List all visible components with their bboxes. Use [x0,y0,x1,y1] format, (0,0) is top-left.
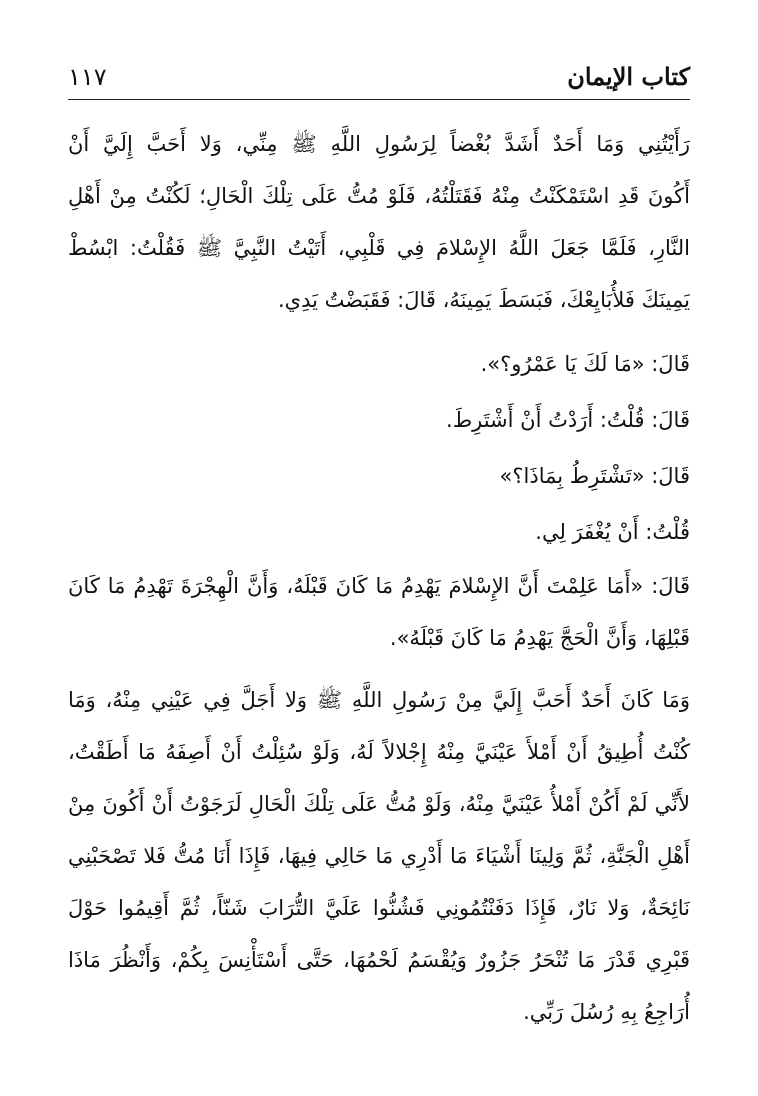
chapter-title: كتاب الإيمان [567,62,690,91]
text-line: أَهْلِ الْجَنَّةِ، ثُمَّ وَلِينَا أَشْيَاءَ مَا أَدْرِي مَا حَالِي فِيهَا، فَإِذَا أَنَا مُتُّ فَلا تَصْحَبْنِي [68,844,690,868]
page-body [68,118,690,1038]
dialogue-line-2 [68,392,690,448]
text-line: يَمِينَكَ فَلأُبَايِعْكَ، فَبَسَطَ يَمِينَهُ، قَالَ: فَقَبَضْتُ يَدِي. [278,288,690,312]
text-line: قُلْتُ: أَنْ يُغْفَرَ لِي. [535,520,690,544]
paragraph-3 [68,674,690,1038]
text-line: لأَنِّي لَمْ أَكُنْ أَمْلأُ عَيْنَيَّ مِنْهُ، وَلَوْ مُتُّ عَلَى تِلْكَ الْحَالِ لَرَجَوْتُ أَنْ أَكُونَ مِنْ [68,792,690,816]
dialogue-line-3 [68,448,690,504]
text-line: قَالَ: «أَمَا عَلِمْتَ أَنَّ الإِسْلامَ يَهْدِمُ مَا كَانَ قَبْلَهُ، وَأَنَّ الْهِجْرَةَ تَهْدِمُ مَا كَانَ [68,574,690,598]
paragraph-1 [68,118,690,326]
text-line: قَبْرِي قَدْرَ مَا تُنْحَرُ جَزُورٌ وَيُقْسَمُ لَحْمُهَا، حَتَّى أَسْتَأْنِسَ بِكُمْ، وَأَنْظُرَ مَاذَا [68,948,690,972]
text-line: رَأَيْتُنِي وَمَا أَحَدٌ أَشَدَّ بُغْضاً لِرَسُولِ اللَّهِ ﷺ مِنِّي، وَلا أَحَبَّ إِلَيَّ أَنْ [68,132,690,156]
dialogue-line-4 [68,504,690,560]
text-line: كُنْتُ أُطِيقُ أَنْ أَمْلأَ عَيْنَيَّ مِنْهُ إِجْلالاً لَهُ، وَلَوْ سُئِلْتُ أَنْ أَصِفَهُ مَا أَطَقْتُ، [68,740,690,764]
text-line: أَكُونَ قَدِ اسْتَمْكَنْتُ مِنْهُ فَقَتَلْتُهُ، فَلَوْ مُتُّ عَلَى تِلْكَ الْحَالِ؛ لَكُنْتُ مِنْ أَهْلِ [68,184,690,208]
paragraph-2 [68,560,690,664]
dialogue-line-1 [68,336,690,392]
text-line: نَائِحَةٌ، وَلا نَارٌ، فَإِذَا دَفَنْتُمُونِي فَشُنُّوا عَلَيَّ التُّرَابَ شَنّاً، ثُمَّ أَقِيمُوا حَوْلَ [68,896,690,920]
text-line: النَّارِ، فَلَمَّا جَعَلَ اللَّهُ الإِسْلامَ فِي قَلْبِي، أَتَيْتُ النَّبِيَّ ﷺ فَقُلْتُ: ابْسُطْ [68,236,690,260]
text-line: قَالَ: «تَشْتَرِطُ بِمَاذَا؟» [499,464,690,488]
page-number: ١١٧ [68,63,107,91]
text-line: أُرَاجِعُ بِهِ رُسُلَ رَبِّي. [523,1000,690,1024]
text-line: وَمَا كَانَ أَحَدٌ أَحَبَّ إِلَيَّ مِنْ رَسُولِ اللَّهِ ﷺ وَلا أَجَلَّ فِي عَيْنِي مِنْهُ، وَمَا [68,688,690,712]
text-line: قَبْلِهَا، وَأَنَّ الْحَجَّ يَهْدِمُ مَا كَانَ قَبْلَهُ». [389,626,690,650]
text-line: قَالَ: قُلْتُ: أَرَدْتُ أَنْ أَشْتَرِطَ. [446,408,690,432]
text-line: قَالَ: «مَا لَكَ يَا عَمْرُو؟». [480,352,690,376]
header-divider [68,99,690,100]
page-header [68,58,690,98]
